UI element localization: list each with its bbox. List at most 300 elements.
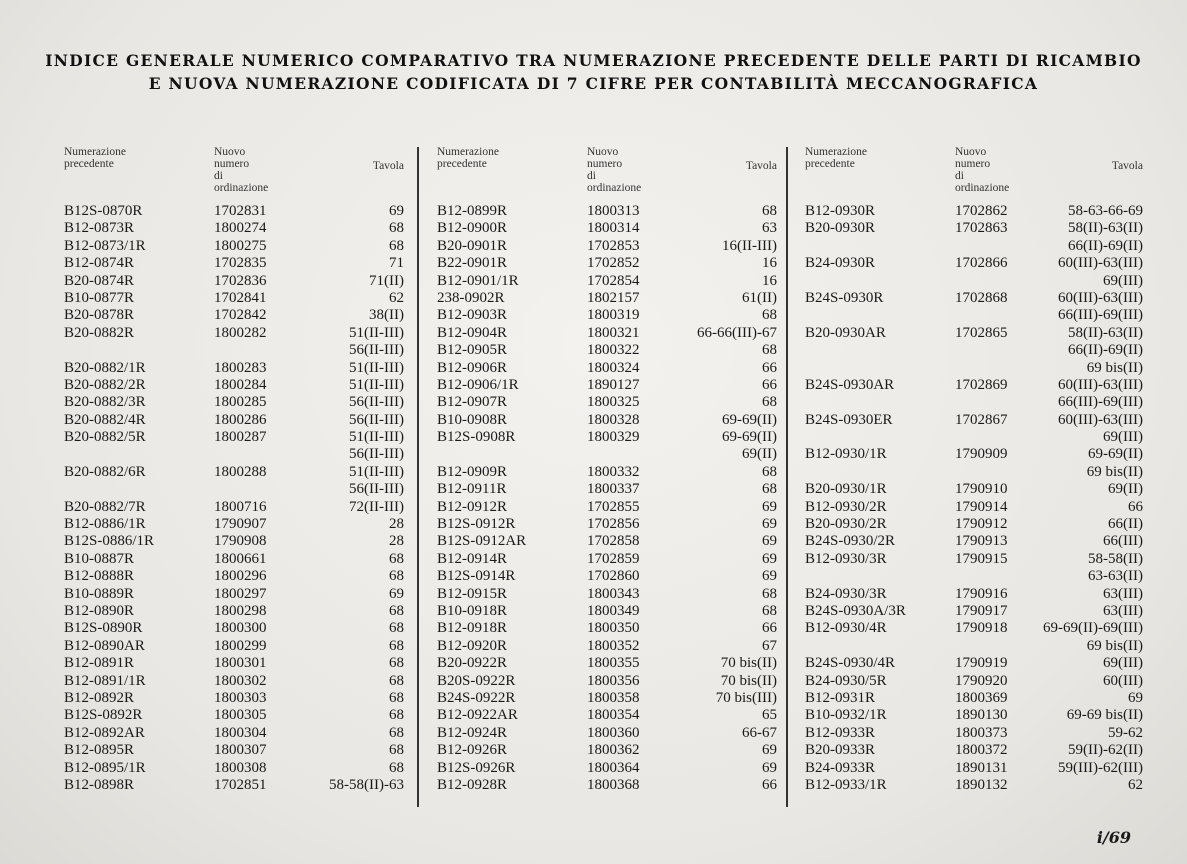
table-row — [805, 603, 1143, 620]
table-row — [64, 342, 404, 359]
previous-number: B12-0933R — [805, 724, 876, 741]
table-row — [805, 255, 1143, 272]
previous-number: B12-0906R — [437, 359, 508, 376]
table-row — [437, 446, 777, 463]
tavola-value: 69-69 bis(II) — [1066, 707, 1143, 724]
table-row — [805, 342, 1143, 359]
table-row — [64, 620, 404, 637]
table-row — [805, 620, 1143, 637]
previous-number: B24S-0930R — [805, 289, 884, 306]
tavola-value: 68 — [389, 620, 404, 637]
previous-number: B12-0930/1R — [805, 446, 887, 463]
table-row — [437, 777, 777, 794]
new-order-number: 1800358 — [587, 689, 640, 706]
index-rows — [437, 203, 777, 794]
previous-number: B12S-0912R — [437, 516, 516, 533]
previous-number: B12-0899R — [437, 203, 508, 219]
previous-number: B12S-0870R — [64, 203, 143, 219]
new-order-number: 1800284 — [214, 376, 267, 393]
table-row — [64, 429, 404, 446]
header-new-order-number: Nuovo numero di ordinazione — [214, 146, 269, 194]
tavola-value: 66-66(III)-67 — [697, 324, 777, 341]
previous-number: B12-0890AR — [64, 637, 145, 654]
tavola-value: 69(III) — [1103, 272, 1143, 289]
tavola-value: 56(II-III) — [349, 342, 404, 359]
new-order-number: 1800368 — [587, 776, 640, 793]
table-row — [437, 307, 777, 324]
tavola-value: 66(II)-69(II) — [1068, 237, 1143, 254]
table-row — [805, 533, 1143, 550]
new-order-number: 1800300 — [214, 620, 267, 637]
tavola-value: 69 — [762, 516, 777, 533]
new-order-number: 1702853 — [587, 237, 640, 254]
tavola-value: 69 — [762, 533, 777, 550]
previous-number: B12S-0914R — [437, 568, 516, 585]
new-order-number: 1790916 — [955, 585, 1008, 602]
table-row — [805, 638, 1143, 655]
tavola-value: 69(II) — [742, 446, 777, 463]
previous-number: B12-0930/2R — [805, 498, 887, 515]
table-row — [437, 412, 777, 429]
tavola-value: 51(II-III) — [349, 324, 404, 341]
previous-number: B12-0891/1R — [64, 672, 146, 689]
table-row — [437, 586, 777, 603]
tavola-value: 66 — [762, 376, 777, 393]
new-order-number: 1790917 — [955, 602, 1008, 619]
new-order-number: 1702869 — [955, 376, 1008, 393]
table-row — [64, 481, 404, 498]
table-row — [64, 499, 404, 516]
new-order-number: 1800373 — [955, 724, 1008, 741]
new-order-number: 1800349 — [587, 602, 640, 619]
new-order-number: 1790919 — [955, 655, 1008, 672]
tavola-value: 69 — [762, 759, 777, 776]
table-row — [437, 481, 777, 498]
previous-number: B12-0933/1R — [805, 776, 887, 793]
tavola-value: 65 — [762, 707, 777, 724]
new-order-number: 1702866 — [955, 255, 1008, 272]
previous-number: B24-0933R — [805, 759, 876, 776]
tavola-value: 68 — [762, 463, 777, 480]
previous-number: B12-0892R — [64, 689, 135, 706]
previous-number: B12-0930/4R — [805, 620, 887, 637]
table-row — [805, 707, 1143, 724]
previous-number: B12-0922AR — [437, 707, 518, 724]
new-order-number: 1800296 — [214, 568, 267, 585]
tavola-value: 60(III)-63(III) — [1058, 376, 1143, 393]
table-row — [805, 273, 1143, 290]
tavola-value: 66-67 — [742, 724, 777, 741]
previous-number: B12-0892AR — [64, 724, 145, 741]
table-row — [805, 481, 1143, 498]
previous-number: B12-0895R — [64, 742, 135, 759]
new-order-number: 1800716 — [214, 498, 267, 515]
new-order-number: 1800360 — [587, 724, 640, 741]
document-title-line-1: INDICE GENERALE NUMERICO COMPARATIVO TRA NUMERAZIONE PRECEDENTE DELLE PARTI DI RICAMBIO — [45, 51, 1142, 70]
previous-number: B20S-0922R — [437, 672, 516, 689]
table-row — [805, 464, 1143, 481]
table-row — [805, 446, 1143, 463]
tavola-value: 66 — [762, 359, 777, 376]
tavola-value: 58-58(II)-63 — [329, 776, 404, 793]
tavola-value: 69 — [389, 203, 404, 219]
table-row — [437, 620, 777, 637]
tavola-value: 16 — [762, 272, 777, 289]
table-row — [64, 707, 404, 724]
tavola-value: 51(II-III) — [349, 359, 404, 376]
table-row — [64, 255, 404, 272]
previous-number: B12-0930R — [805, 203, 876, 219]
table-row — [805, 412, 1143, 429]
tavola-value: 66 — [762, 620, 777, 637]
previous-number: B24S-0930/4R — [805, 655, 896, 672]
table-row — [437, 220, 777, 237]
table-row — [64, 464, 404, 481]
new-order-number: 1702860 — [587, 568, 640, 585]
index-rows — [64, 203, 404, 794]
new-order-number: 1702856 — [587, 516, 640, 533]
table-row — [805, 760, 1143, 777]
previous-number: B12-0930/3R — [805, 550, 887, 567]
new-order-number: 1790912 — [955, 516, 1008, 533]
tavola-value: 56(II-III) — [349, 446, 404, 463]
new-order-number: 1800304 — [214, 724, 267, 741]
table-row — [805, 568, 1143, 585]
new-order-number: 1702854 — [587, 272, 640, 289]
previous-number: B12-0901/1R — [437, 272, 519, 289]
previous-number: B20-0882/7R — [64, 498, 146, 515]
previous-number: B20-0922R — [437, 655, 508, 672]
new-order-number: 1702852 — [587, 255, 640, 272]
tavola-value: 58-58(II) — [1088, 550, 1143, 567]
tavola-value: 60(III) — [1103, 672, 1143, 689]
table-row — [437, 377, 777, 394]
new-order-number: 1800332 — [587, 463, 640, 480]
tavola-value: 68 — [389, 707, 404, 724]
previous-number: B12-0914R — [437, 550, 508, 567]
tavola-value: 61(II) — [742, 289, 777, 306]
tavola-value: 51(II-III) — [349, 376, 404, 393]
tavola-value: 71 — [389, 255, 404, 272]
previous-number: B12-0888R — [64, 568, 135, 585]
table-row — [805, 516, 1143, 533]
table-row — [805, 586, 1143, 603]
new-order-number: 1702835 — [214, 255, 267, 272]
previous-number: B12-0909R — [437, 463, 508, 480]
new-order-number: 1800355 — [587, 655, 640, 672]
tavola-value: 69-69(II) — [1088, 446, 1143, 463]
tavola-value: 68 — [389, 550, 404, 567]
previous-number: B20-0874R — [64, 272, 135, 289]
previous-number: B12-0906/1R — [437, 376, 519, 393]
previous-number: B12S-0890R — [64, 620, 143, 637]
table-row — [437, 342, 777, 359]
new-order-number: 1800305 — [214, 707, 267, 724]
tavola-value: 69 — [762, 568, 777, 585]
new-order-number: 1800283 — [214, 359, 267, 376]
new-order-number: 1890131 — [955, 759, 1008, 776]
tavola-value: 68 — [762, 481, 777, 498]
table-row — [805, 673, 1143, 690]
new-order-number: 1800308 — [214, 759, 267, 776]
previous-number: B20-0901R — [437, 237, 508, 254]
previous-number: B10-0908R — [437, 411, 508, 428]
table-row — [64, 220, 404, 237]
previous-number: B12-0924R — [437, 724, 508, 741]
new-order-number: 1790914 — [955, 498, 1008, 515]
tavola-value: 68 — [762, 203, 777, 219]
table-row — [805, 499, 1143, 516]
new-order-number: 1800372 — [955, 742, 1008, 759]
new-order-number: 1790918 — [955, 620, 1008, 637]
new-order-number: 1800301 — [214, 655, 267, 672]
tavola-value: 16(II-III) — [722, 237, 777, 254]
tavola-value: 58-63-66-69 — [1068, 203, 1143, 219]
column-divider — [417, 147, 419, 807]
new-order-number: 1802157 — [587, 289, 640, 306]
previous-number: B20-0930AR — [805, 324, 886, 341]
previous-number: B12-0931R — [805, 689, 876, 706]
table-row — [64, 638, 404, 655]
previous-number: B10-0889R — [64, 585, 135, 602]
new-order-number: 1702836 — [214, 272, 267, 289]
previous-number: B20-0882/1R — [64, 359, 146, 376]
previous-number: 238-0902R — [437, 289, 505, 306]
tavola-value: 68 — [389, 637, 404, 654]
table-row — [437, 499, 777, 516]
table-row — [64, 742, 404, 759]
new-order-number: 1790909 — [955, 446, 1008, 463]
previous-number: B12-0904R — [437, 324, 508, 341]
table-row — [64, 725, 404, 742]
previous-number: B12-0890R — [64, 602, 135, 619]
new-order-number: 1800324 — [587, 359, 640, 376]
tavola-value: 63 — [762, 220, 777, 237]
tavola-value: 62 — [389, 289, 404, 306]
table-row — [805, 394, 1143, 411]
new-order-number: 1800287 — [214, 429, 267, 446]
tavola-value: 68 — [389, 655, 404, 672]
new-order-number: 1800275 — [214, 237, 267, 254]
previous-number: B12S-0886/1R — [64, 533, 155, 550]
table-row — [805, 725, 1143, 742]
new-order-number: 1702855 — [587, 498, 640, 515]
table-row — [805, 655, 1143, 672]
header-previous-numbering: Numerazione precedente — [805, 146, 867, 170]
tavola-value: 68 — [389, 742, 404, 759]
page-number: i/69 — [1096, 828, 1131, 847]
tavola-value: 66(II) — [1108, 516, 1143, 533]
tavola-value: 68 — [762, 602, 777, 619]
table-row — [437, 360, 777, 377]
tavola-value: 69 — [762, 550, 777, 567]
tavola-value: 68 — [389, 602, 404, 619]
new-order-number: 1800282 — [214, 324, 267, 341]
previous-number: B24S-0930A/3R — [805, 602, 906, 619]
tavola-value: 60(III)-63(III) — [1058, 411, 1143, 428]
previous-number: B12S-0908R — [437, 429, 516, 446]
previous-number: B20-0930/1R — [805, 481, 887, 498]
previous-number: B12-0900R — [437, 220, 508, 237]
new-order-number: 1800356 — [587, 672, 640, 689]
tavola-value: 69(III) — [1103, 429, 1143, 446]
header-tavola: Tavola — [745, 160, 777, 172]
table-row — [64, 307, 404, 324]
tavola-value: 66(III)-69(III) — [1058, 394, 1143, 411]
table-row — [64, 238, 404, 255]
previous-number: B20-0930/2R — [805, 516, 887, 533]
table-row — [805, 377, 1143, 394]
new-order-number: 1800354 — [587, 707, 640, 724]
table-row — [805, 742, 1143, 759]
tavola-value: 63-63(II) — [1088, 568, 1143, 585]
table-row — [64, 290, 404, 307]
table-row — [437, 655, 777, 672]
previous-number: B12-0928R — [437, 776, 508, 793]
tavola-value: 69 — [762, 498, 777, 515]
table-row — [64, 394, 404, 411]
tavola-value: 38(II) — [369, 307, 404, 324]
tavola-value: 68 — [389, 568, 404, 585]
tavola-value: 69(III) — [1103, 655, 1143, 672]
table-row — [64, 377, 404, 394]
tavola-value: 68 — [762, 394, 777, 411]
tavola-value: 60(III)-63(III) — [1058, 255, 1143, 272]
header-tavola: Tavola — [372, 160, 404, 172]
previous-number: B10-0887R — [64, 550, 135, 567]
tavola-value: 72(II-III) — [349, 498, 404, 515]
tavola-value: 59-62 — [1108, 724, 1143, 741]
tavola-value: 68 — [389, 672, 404, 689]
table-row — [805, 307, 1143, 324]
previous-number: B12-0886/1R — [64, 516, 146, 533]
previous-number: B12-0912R — [437, 498, 508, 515]
previous-number: B20-0882R — [64, 324, 135, 341]
new-order-number: 1702862 — [955, 203, 1008, 219]
table-row — [437, 464, 777, 481]
new-order-number: 1790910 — [955, 481, 1008, 498]
new-order-number: 1800362 — [587, 742, 640, 759]
previous-number: B20-0882/6R — [64, 463, 146, 480]
table-row — [805, 429, 1143, 446]
table-row — [437, 325, 777, 342]
tavola-value: 59(III)-62(III) — [1058, 759, 1143, 776]
table-row — [437, 516, 777, 533]
tavola-value: 63(III) — [1103, 585, 1143, 602]
previous-number: B12-0926R — [437, 742, 508, 759]
table-row — [437, 290, 777, 307]
new-order-number: 1800328 — [587, 411, 640, 428]
previous-number: B12-0918R — [437, 620, 508, 637]
new-order-number: 1800322 — [587, 342, 640, 359]
table-row — [64, 586, 404, 603]
table-row — [437, 742, 777, 759]
column-divider — [786, 147, 788, 807]
previous-number: B20-0930R — [805, 220, 876, 237]
previous-number: B24S-0930/2R — [805, 533, 896, 550]
previous-number: B12S-0892R — [64, 707, 143, 724]
new-order-number: 1800286 — [214, 411, 267, 428]
new-order-number: 1800364 — [587, 759, 640, 776]
table-row — [805, 290, 1143, 307]
tavola-value: 59(II)-62(II) — [1068, 742, 1143, 759]
tavola-value: 70 bis(III) — [715, 689, 777, 706]
tavola-value: 66 — [762, 776, 777, 793]
previous-number: B12-0905R — [437, 342, 508, 359]
tavola-value: 69 — [1128, 689, 1143, 706]
table-row — [64, 360, 404, 377]
tavola-value: 60(III)-63(III) — [1058, 289, 1143, 306]
previous-number: B10-0932/1R — [805, 707, 887, 724]
tavola-value: 69 — [762, 742, 777, 759]
new-order-number: 1702863 — [955, 220, 1008, 237]
tavola-value: 69 bis(II) — [1086, 359, 1143, 376]
previous-number: B12-0915R — [437, 585, 508, 602]
new-order-number: 1800337 — [587, 481, 640, 498]
previous-number: B12-0874R — [64, 255, 135, 272]
table-row — [64, 760, 404, 777]
table-row — [437, 760, 777, 777]
table-row — [805, 360, 1143, 377]
tavola-value: 66(II)-69(II) — [1068, 342, 1143, 359]
table-row — [64, 412, 404, 429]
table-row — [437, 568, 777, 585]
table-row — [64, 655, 404, 672]
header-previous-numbering: Numerazione precedente — [437, 146, 499, 170]
new-order-number: 1702851 — [214, 776, 267, 793]
table-row — [805, 238, 1143, 255]
new-order-number: 1702831 — [214, 203, 267, 219]
previous-number: B12-0895/1R — [64, 759, 146, 776]
previous-number: B12S-0926R — [437, 759, 516, 776]
table-row — [64, 446, 404, 463]
new-order-number: 1800285 — [214, 394, 267, 411]
tavola-value: 58(II)-63(II) — [1068, 324, 1143, 341]
new-order-number: 1702865 — [955, 324, 1008, 341]
tavola-value: 56(II-III) — [349, 481, 404, 498]
tavola-value: 66(III)-69(III) — [1058, 307, 1143, 324]
tavola-value: 68 — [762, 342, 777, 359]
tavola-value: 67 — [762, 637, 777, 654]
table-row — [437, 603, 777, 620]
table-row — [805, 551, 1143, 568]
tavola-value: 68 — [762, 307, 777, 324]
new-order-number: 1800352 — [587, 637, 640, 654]
previous-number: B24S-0930ER — [805, 411, 893, 428]
new-order-number: 1800321 — [587, 324, 640, 341]
previous-number: B24S-0922R — [437, 689, 516, 706]
previous-number: B12-0873/1R — [64, 237, 146, 254]
table-row — [64, 325, 404, 342]
new-order-number: 1790913 — [955, 533, 1008, 550]
table-row — [437, 638, 777, 655]
table-row — [805, 690, 1143, 707]
new-order-number: 1790915 — [955, 550, 1008, 567]
table-row — [64, 568, 404, 585]
header-tavola: Tavola — [1111, 160, 1143, 172]
new-order-number: 1800319 — [587, 307, 640, 324]
table-row — [64, 551, 404, 568]
new-order-number: 1702867 — [955, 411, 1008, 428]
new-order-number: 1800329 — [587, 429, 640, 446]
new-order-number: 1890127 — [587, 376, 640, 393]
new-order-number: 1800313 — [587, 203, 640, 219]
table-row — [437, 690, 777, 707]
previous-number: B10-0918R — [437, 602, 508, 619]
new-order-number: 1702858 — [587, 533, 640, 550]
previous-number: B12-0920R — [437, 637, 508, 654]
tavola-value: 69(II) — [1108, 481, 1143, 498]
